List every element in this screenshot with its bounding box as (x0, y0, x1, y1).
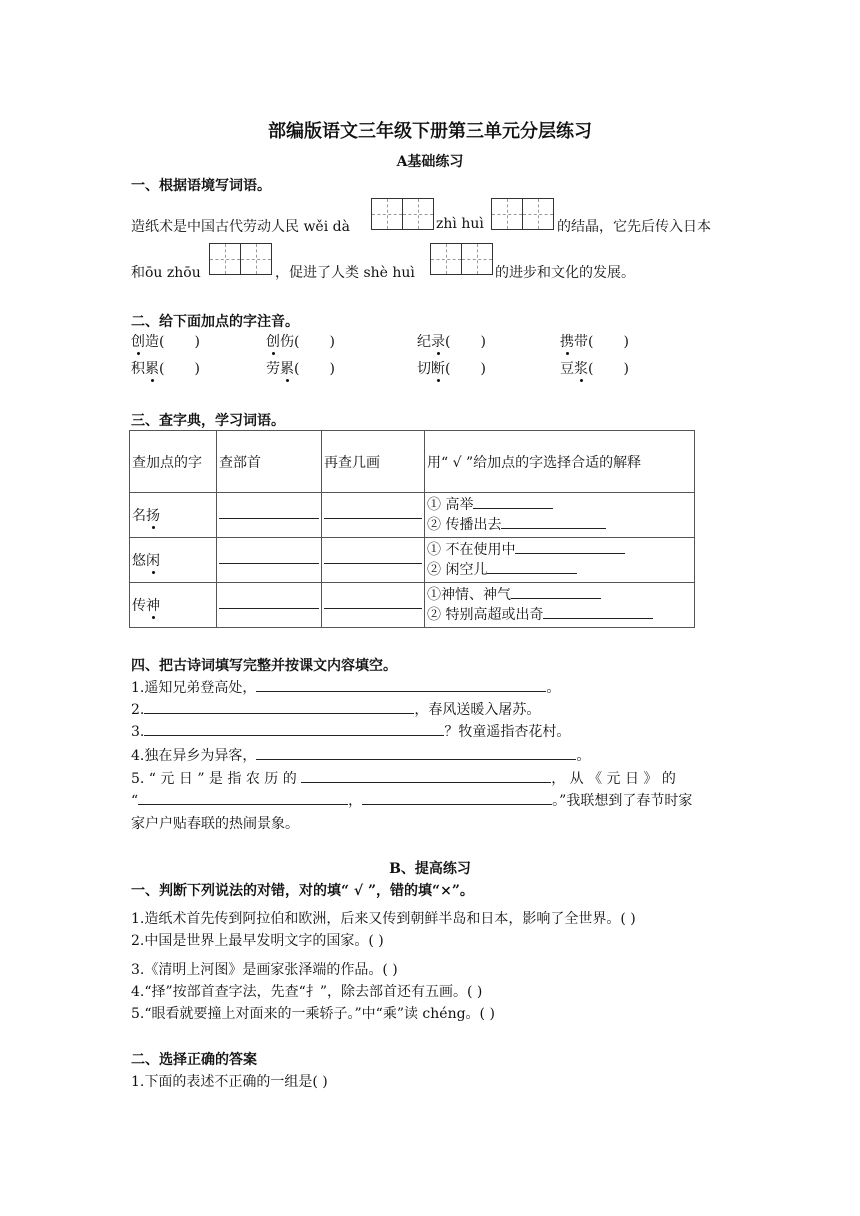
q1-text-1c: 的结晶，它先后传入日本 (557, 219, 711, 235)
pinyin-item: 创造( ) (131, 334, 200, 350)
poem-line-1: 1.遥知兄弟登高处， 。 (131, 677, 560, 697)
poem-line-3: 3. ？牧童遥指杏花村。 (131, 721, 570, 741)
answer-blank[interactable] (362, 790, 552, 805)
word-cell: 名扬 (130, 493, 217, 538)
pinyin-answer-box[interactable] (491, 198, 554, 230)
pinyin-answer-box[interactable] (209, 243, 272, 275)
radical-answer-cell[interactable] (217, 493, 322, 538)
q1-text-1b: zhì huì (436, 216, 484, 232)
p1-title: 一、判断下列说法的对错，对的填“ √ ”，错的填“×”。 (131, 883, 474, 899)
q3-title: 三、查字典，学习词语。 (131, 413, 285, 429)
pinyin-answer-box[interactable] (371, 198, 434, 230)
answer-blank[interactable] (144, 721, 444, 736)
q1-text-2a: 和ōu zhōu (131, 265, 201, 281)
p2-title: 二、选择正确的答案 (131, 1052, 257, 1068)
pinyin-item: 豆浆( ) (560, 361, 629, 377)
radical-answer-cell[interactable] (217, 583, 322, 628)
answer-blank[interactable] (301, 768, 551, 783)
poem-line-7: 家户户贴春联的热闹景象。 (131, 816, 299, 832)
radical-answer-cell[interactable] (217, 538, 322, 583)
dictionary-table (129, 430, 695, 628)
judge-item: 5.“眼看就要撞上对面来的一乘轿子。”中“乘”读 chéng。( ) (131, 1006, 495, 1022)
meaning-options[interactable]: ①神情、神气 ② 特别高超或出奇 (425, 583, 695, 628)
answer-blank[interactable] (144, 699, 414, 714)
q4-title: 四、把古诗词填写完整并按课文内容填空。 (131, 658, 397, 674)
stroke-answer-cell[interactable] (322, 583, 425, 628)
pinyin-item: 切断( ) (417, 361, 486, 377)
pinyin-item: 积累( ) (131, 361, 200, 377)
poem-line-2: 2. ，春风送暖入屠苏。 (131, 699, 540, 719)
q1-text-2c: 的进步和文化的发展。 (495, 265, 635, 281)
judge-item: 4.“择”按部首查字法，先查“扌”，除去部首还有五画。( ) (131, 984, 483, 1000)
q1-text-2b: ，促进了人类 shè huì (275, 265, 415, 281)
judge-item: 3.《清明上河图》是画家张泽端的作品。( ) (131, 962, 398, 978)
q1-text-1a: 造纸术是中国古代劳动人民 wěi dà (131, 219, 350, 235)
poem-line-5: 5. “ 元 日 ” 是 指 农 历 的 ， 从 《 元 日 》 的 (131, 768, 676, 788)
meaning-options[interactable]: ① 高举 ② 传播出去 (425, 493, 695, 538)
pinyin-item: 携带( ) (560, 334, 629, 350)
table-row (130, 493, 695, 538)
word-cell: 悠闲 (130, 538, 217, 583)
table-header: 用“ √ ”给加点的字选择合适的解释 (425, 431, 695, 493)
answer-blank[interactable] (138, 790, 348, 805)
pinyin-answer-box[interactable] (430, 243, 493, 275)
stroke-answer-cell[interactable] (322, 493, 425, 538)
poem-line-6: “ ， 。”我联想到了春节时家 (131, 790, 692, 810)
judge-item: 1.造纸术首先传到阿拉伯和欧洲，后来又传到朝鲜半岛和日本，影响了全世界。( ) (131, 911, 636, 927)
page-title: 部编版语文三年级下册第三单元分层练习 (268, 121, 592, 142)
table-header: 再查几画 (322, 431, 425, 493)
meaning-options[interactable]: ① 不在使用中 ② 闲空儿 (425, 538, 695, 583)
q1-title: 一、根据语境写词语。 (131, 178, 271, 194)
choice-question: 1.下面的表述不正确的一组是( ) (131, 1074, 328, 1090)
stroke-answer-cell[interactable] (322, 538, 425, 583)
word-cell: 传神 (130, 583, 217, 628)
table-row (130, 538, 695, 583)
table-header: 查部首 (217, 431, 322, 493)
section-a-heading: A基础练习 (396, 154, 464, 170)
q2-title: 二、给下面加点的字注音。 (131, 314, 299, 330)
pinyin-item: 纪录( ) (417, 334, 486, 350)
poem-line-4: 4.独在异乡为异客， 。 (131, 745, 590, 765)
judge-item: 2.中国是世界上最早发明文字的国家。( ) (131, 933, 384, 949)
answer-blank[interactable] (256, 677, 546, 692)
pinyin-item: 劳累( ) (266, 361, 335, 377)
table-header: 查加点的字 (130, 431, 217, 493)
section-b-heading: B、提高练习 (389, 861, 471, 877)
pinyin-item: 创伤( ) (266, 334, 335, 350)
answer-blank[interactable] (256, 745, 576, 760)
table-row (130, 583, 695, 628)
